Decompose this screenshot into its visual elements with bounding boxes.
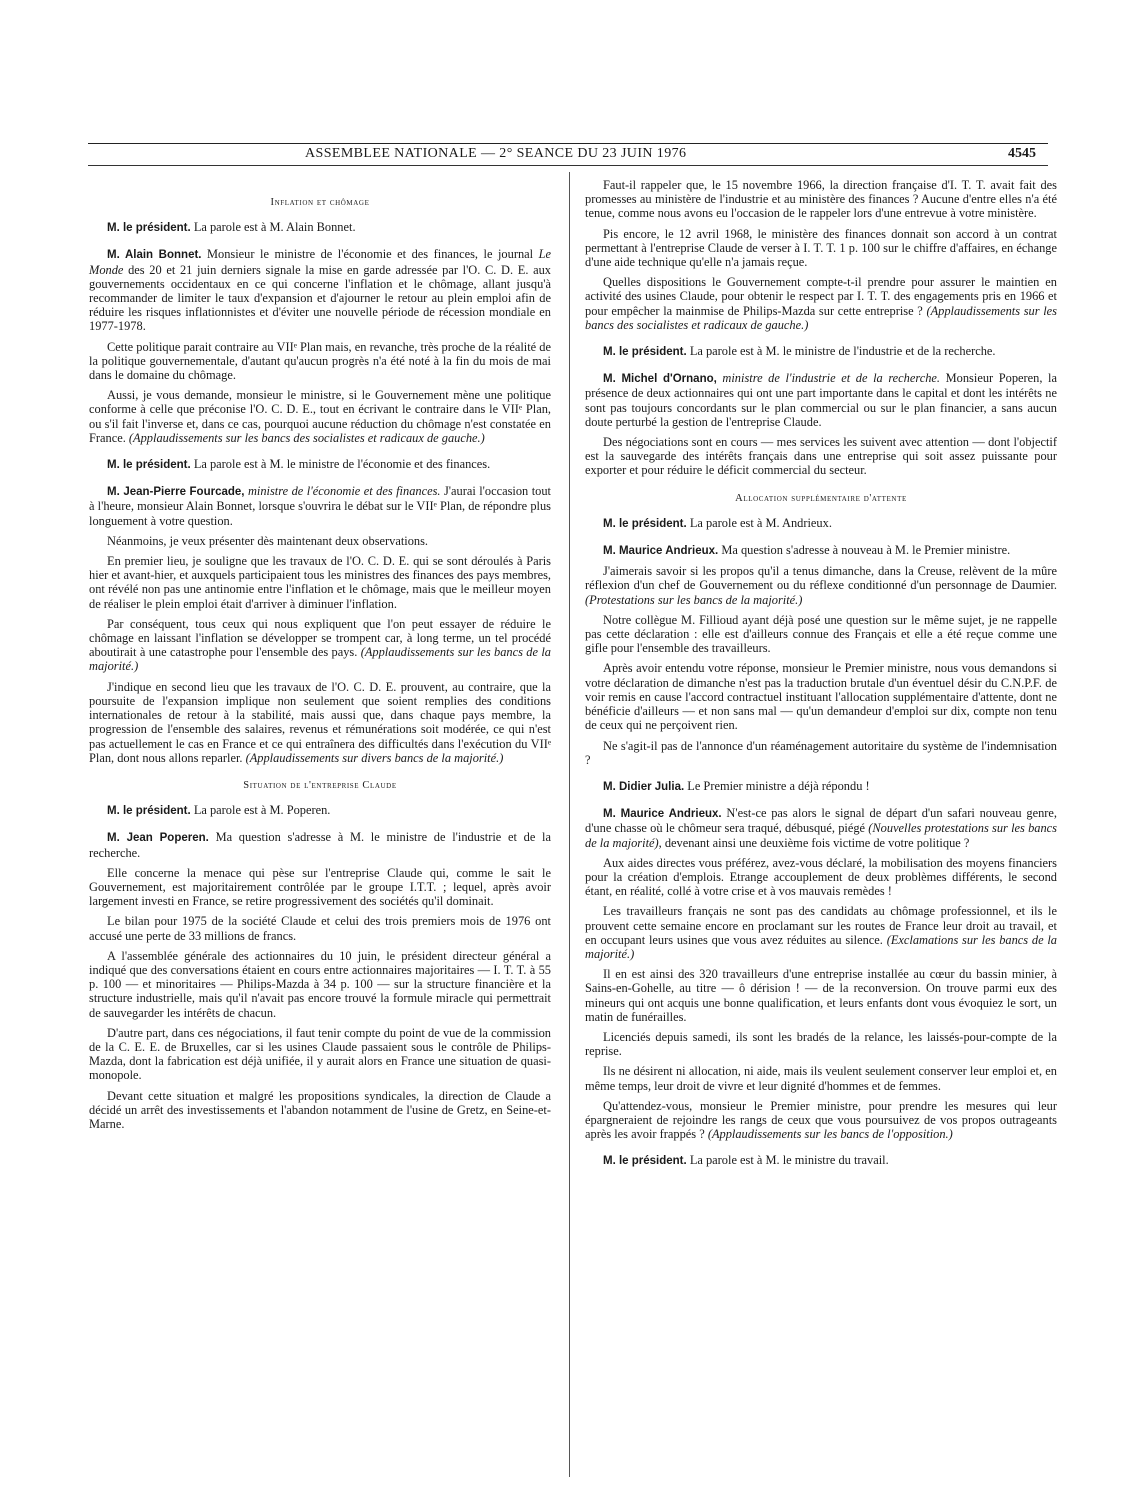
- paragraph: Il en est ainsi des 320 travailleurs d'une entreprise installée au cœur du bassin minier, à Sains-en-Gohelle, au titre — ô dérision ! — de la reconversion. On trouve parmi eux des mineurs qui ont acquis une bonne qualification, et leurs enfants dont vous évoquiez le sort, un matin de funérailles.: [585, 967, 1057, 1024]
- paragraph: [585, 564, 1057, 607]
- speech-text: des 20 et 21 juin derniers signale la mise en garde adressée par l'O. C. D. E. aux gouvernements occidentaux en ce qui concerne l'inflation et le chômage, allant jusqu'à recommander de limiter le taux d'expansion et d'ajourner le retour au plein emploi afin de réduire les risques inflationnistes et d'éviter une nouvelle période de récession mondiale en 1977-1978.: [89, 262, 551, 334]
- speech-text: J'indique en second lieu que les travaux de l'O. C. D. E. prouvent, au contraire, que la poursuite de l'expansion implique non seulement que soient remplies des conditions internationales de retour à la stabilité, mais aussi que, dans chaque pays membre, la progression de l'ensemble des salaires, revenus et rémunérations soit modérée, ce qui n'est pas actuellement le cas en France et ce qui entraînera des difficultés dans l'exécution du VIIᵉ Plan, dont nous allons reparler.: [89, 679, 551, 765]
- paragraph: Faut-il rappeler que, le 15 novembre 1966, la direction française d'I. T. T. avait fait des promesses au ministère de l'industrie et au ministère des finances ? Aucune d'entre elles n'a été tenue, comme nous avons eu l'occasion de le rappeler lors d'une entrevue à votre ministère.: [585, 178, 1057, 221]
- protest-note: (Protestations sur les bancs de la majorité.): [585, 592, 803, 607]
- paragraph: [585, 516, 1057, 531]
- paragraph: [585, 275, 1057, 332]
- speaker-name: M. Maurice Andrieux.: [603, 808, 722, 821]
- speech-text: Ma question s'adresse à M. le ministre de l'industrie et de la recherche.: [89, 830, 552, 860]
- page-header-title: ASSEMBLEE NATIONALE — 2° SEANCE DU 23 JUIN 1976: [305, 146, 687, 161]
- speaker-title: ministre de l'économie et des finances.: [244, 484, 441, 499]
- speech-text: Par conséquent, tous ceux qui nous expliquent que l'on peut essayer de réduire le chômage en laissant l'inflation se développer se trompent car, à long terme, un tel procédé aboutirait à une catastrophe pour l'ensemble des pays.: [89, 616, 551, 660]
- paragraph: Ne s'agit-il pas de l'annonce d'un réaménagement autoritaire du système de l'indemnisation ?: [585, 738, 1057, 767]
- speaker-name: M. le président.: [107, 222, 191, 235]
- speaker-name: M. le président.: [603, 517, 687, 530]
- paragraph: Des négociations sont en cours — mes services les suivent avec attention — dont l'objectif est la sauvegarde des intérêts français dans une entreprise qui soit assez puissante pour exporter et pour réduire le déficit commercial du secteur.: [585, 435, 1057, 478]
- header-bottom-rule: [88, 165, 1048, 166]
- speech-text: N'est-ce pas alors le signal de départ d'un safari nouveau genre, d'une chasse où le chômeur sera traqué, débusqué, piégé: [585, 806, 1057, 836]
- left-column: [89, 178, 551, 1137]
- speech-text: La parole est à M. Alain Bonnet.: [190, 220, 356, 235]
- paragraph: [585, 904, 1057, 961]
- speech-text: Monsieur Poperen, la présence de deux actionnaires qui ont une part importante dans le capital et dont les intérêts ne sont pas toujours concordants sur le plan commercial ou sur le plan financier, a sans aucun doute perturbé la gestion de l'entreprise Claude.: [585, 371, 1057, 429]
- applause-note: (Applaudissements sur divers bancs de la majorité.): [245, 750, 504, 765]
- paragraph: [585, 806, 1057, 850]
- speech-text: La parole est à M. Poperen.: [190, 803, 331, 818]
- paragraph: [89, 247, 551, 333]
- exclamation-note: (Exclamations sur les bancs de la majorité.): [585, 932, 1057, 961]
- paragraph: Devant cette situation et malgré les propositions syndicales, la direction de Claude a décidé un arrêt des investissements et l'abandon notamment de l'usine de Gretz, en Seine-et-Marne.: [89, 1088, 551, 1131]
- speaker-name: M. Jean Poperen.: [107, 832, 209, 845]
- paragraph: [585, 1099, 1057, 1142]
- paragraph: [89, 388, 551, 445]
- paragraph: Notre collègue M. Fillioud ayant déjà posé une question sur le même sujet, je ne rappelle pas cette déclaration : elle est d'ailleurs connue des Français et elle a été reçue comme une gifle pour l'ensemble des travailleurs.: [585, 612, 1057, 656]
- paragraph: Pis encore, le 12 avril 1968, le ministère des finances donnait son accord à un contrat permettant à l'entreprise Claude de verser à I. T. T. 1 p. 100 sur le chiffre d'affaires, en échange d'une aide technique qu'elle n'a jamais reçue.: [585, 226, 1057, 270]
- paragraph: [89, 617, 551, 674]
- speaker-name: M. le président.: [107, 459, 191, 472]
- applause-note: (Applaudissements sur les bancs des socialistes et radicaux de gauche.): [585, 303, 1057, 332]
- paragraph: Le bilan pour 1975 de la société Claude et celui des trois premiers mois de 1976 ont accusé une perte de 33 millions de francs.: [89, 914, 551, 943]
- speaker-name: M. Michel d'Ornano,: [603, 373, 717, 386]
- column-divider: [569, 172, 570, 1477]
- paragraph: [89, 457, 551, 472]
- speech-text: Le Premier ministre a déjà répondu !: [684, 778, 870, 793]
- paragraph: [585, 543, 1057, 558]
- paragraph: [89, 803, 551, 818]
- paragraph: [89, 220, 551, 235]
- paragraph: [585, 371, 1057, 429]
- paragraph: [585, 1153, 1057, 1168]
- speech-text: Ma question s'adresse à nouveau à M. le Premier ministre.: [718, 543, 1011, 558]
- paragraph: [89, 830, 551, 859]
- speaker-name: M. le président.: [603, 346, 687, 359]
- speech-text: La parole est à M. Andrieux.: [686, 515, 832, 530]
- page-number: 4545: [1008, 146, 1036, 161]
- section-title-inflation: Inflation et chômage: [270, 197, 370, 208]
- paragraph: [585, 779, 1057, 794]
- protest-note: (Nouvelles protestations sur les bancs de la majorité): [585, 821, 1058, 850]
- paragraph: Licenciés depuis samedi, ils sont les bradés de la relance, les laissés-pour-compte de la reprise.: [585, 1029, 1057, 1059]
- paragraph: Néanmoins, je veux présenter dès maintenant deux observations.: [107, 533, 429, 548]
- speaker-name: M. Jean-Pierre Fourcade,: [107, 486, 245, 499]
- paragraph: D'autre part, dans ces négociations, il faut tenir compte du point de vue de la commission de la C. E. E. de Bruxelles, car si les usines Claude passaient sous le contrôle de Philips-Mazda, dont la fabrication est déjà unifiée, il y aurait alors en France une situation de quasi-monopole.: [89, 1025, 551, 1083]
- speaker-name: M. le président.: [603, 1155, 687, 1168]
- paragraph: Après avoir entendu votre réponse, monsieur le Premier ministre, nous vous demandons si votre déclaration de dimanche n'est pas la traduction brutale d'un éventuel désir du C.N.P.F. de voir remis en cause l'accord contractuel instituant l'allocation supplémentaire d'attente, dont ne bénéficie d'ailleurs — et non sans mal — qu'un demandeur d'emploi sur dix, compte non tenu de ceux qui ne perçoivent rien.: [585, 661, 1057, 733]
- speech-text: J'aurai l'occasion tout à l'heure, monsieur Alain Bonnet, lorsque s'ouvrira le débat sur le VIIᵉ Plan, de répondre plus longuement à votre question.: [89, 484, 551, 528]
- speech-text: Qu'attendez-vous, monsieur le Premier ministre, pour prendre les mesures qui leur épargneraient de rejoindre les rangs de ceux que vous poursuivez de vos propos outrageants après les avoir frappés ?: [585, 1098, 1057, 1142]
- applause-note: (Applaudissements sur les bancs des socialistes et radicaux de gauche.): [128, 430, 485, 445]
- paragraph: [585, 344, 1057, 359]
- section-title-claude: Situation de l'entreprise Claude: [243, 779, 397, 791]
- speaker-name: M. Didier Julia.: [603, 780, 685, 793]
- speaker-name: M. Alain Bonnet.: [107, 249, 202, 262]
- paragraph: Elle concerne la menace qui pèse sur l'entreprise Claude qui, comme le sait le Gouvernement, est majoritairement contrôlée par le groupe I.T.T. ; lequel, après avoir largement investi en France, se retire progressivement des sociétés qu'il dominait.: [89, 865, 551, 909]
- paragraph: En premier lieu, je souligne que les travaux de l'O. C. D. E. qui se sont déroulés à Paris hier et avant-hier, et auxquels participaient tous les ministres des finances des pays membres, ont révélé non pas une antinomie entre l'inflation et le chômage, mais que le meilleur moyen de réaliser le plein emploi était d'arriver à diminuer l'inflation.: [89, 554, 551, 611]
- speech-text: Les travailleurs français ne sont pas des candidats au chômage professionnel, et ils le prouvent cette semaine encore en proclamant sur les routes de France leur droit au travail, et en occupant leurs usines que vous avez réduites au silence.: [585, 904, 1057, 947]
- speaker-title: ministre de l'industrie et de la recherche.: [716, 371, 941, 386]
- speech-text: La parole est à M. le ministre de l'économie et des finances.: [190, 457, 491, 472]
- header-top-rule: [88, 143, 1048, 144]
- speaker-name: M. Maurice Andrieux.: [603, 545, 719, 558]
- section-title-allocation: Allocation supplémentaire d'attente: [735, 492, 907, 504]
- speech-text: J'aimerais savoir si les propos qu'il a tenus dimanche, dans la Creuse, relèvent de la mûre réflexion d'un chef de Gouvernement ou du réflexe conditionné d'un personnage de Daumier.: [585, 564, 1057, 593]
- paragraph: Ils ne désirent ni allocation, ni aide, mais ils veulent seulement conserver leur emploi et, en même temps, leur droit de vivre et leur dignité d'hommes et de femmes.: [585, 1064, 1057, 1093]
- newspaper-title: Le Monde: [89, 247, 552, 277]
- speech-text: La parole est à M. le ministre de l'industrie et de la recherche.: [686, 344, 996, 359]
- paragraph: A l'assemblée générale des actionnaires du 10 juin, le président directeur général a indiqué que des conversations étaient en cours entre actionnaires majoritaires — I. T. T. à 55 p. 100 — et minoritaires — Philips-Mazda à 34 p. 100 — sur la structure financière et la structure industrielle, mais qu'il n'avait pas encore trouvé la formule miracle qui permettrait de sauvegarder les intérêts de chacun.: [89, 948, 551, 1020]
- paragraph: [89, 680, 551, 765]
- speech-text: Aussi, je vous demande, monsieur le ministre, si le Gouvernement mène une politique conforme à celle que préconise l'O. C. D. E., tout en écrivant le contraire dans le VIIᵉ Plan, ou s'il fait l'inverse et, dans ce cas, pourquoi aucune réduction du chômage n'est constatée en France.: [89, 388, 551, 445]
- speech-text: La parole est à M. le ministre du travail.: [686, 1153, 889, 1168]
- paragraph: Cette politique parait contraire au VIIᵉ Plan mais, en revanche, très proche de la réalité de la politique gouvernementale, d'autant qu'aucun progrès n'a été noté à la fin du mois de mai dans le domaine du chômage.: [89, 339, 551, 383]
- applause-note: (Applaudissements sur les bancs de la majorité.): [89, 645, 551, 674]
- speech-text: , devenant ainsi une deuxième fois victime de votre politique ?: [658, 835, 970, 850]
- speech-text: Monsieur le ministre de l'économie et des finances, le journal: [201, 247, 539, 262]
- right-column: [585, 178, 1057, 1175]
- speaker-name: M. le président.: [107, 805, 191, 818]
- paragraph: Aux aides directes vous préférez, avez-vous déclaré, la mobilisation des moyens financiers pour la création d'emplois. Etrange accouplement de deux problèmes différents, le second étant, en réalité, collé à votre crise et à vos mauvais remèdes !: [585, 855, 1057, 899]
- speech-text: Quelles dispositions le Gouvernement compte-t-il prendre pour assurer le maintien en activité des usines Claude, pour obtenir le respect par I. T. T. des engagements pris en 1966 et pour empêcher la mainmise de Philips-Mazda sur cette entreprise ?: [585, 275, 1057, 318]
- applause-note: (Applaudissements sur les bancs de l'opposition.): [707, 1127, 953, 1142]
- paragraph: [89, 484, 551, 528]
